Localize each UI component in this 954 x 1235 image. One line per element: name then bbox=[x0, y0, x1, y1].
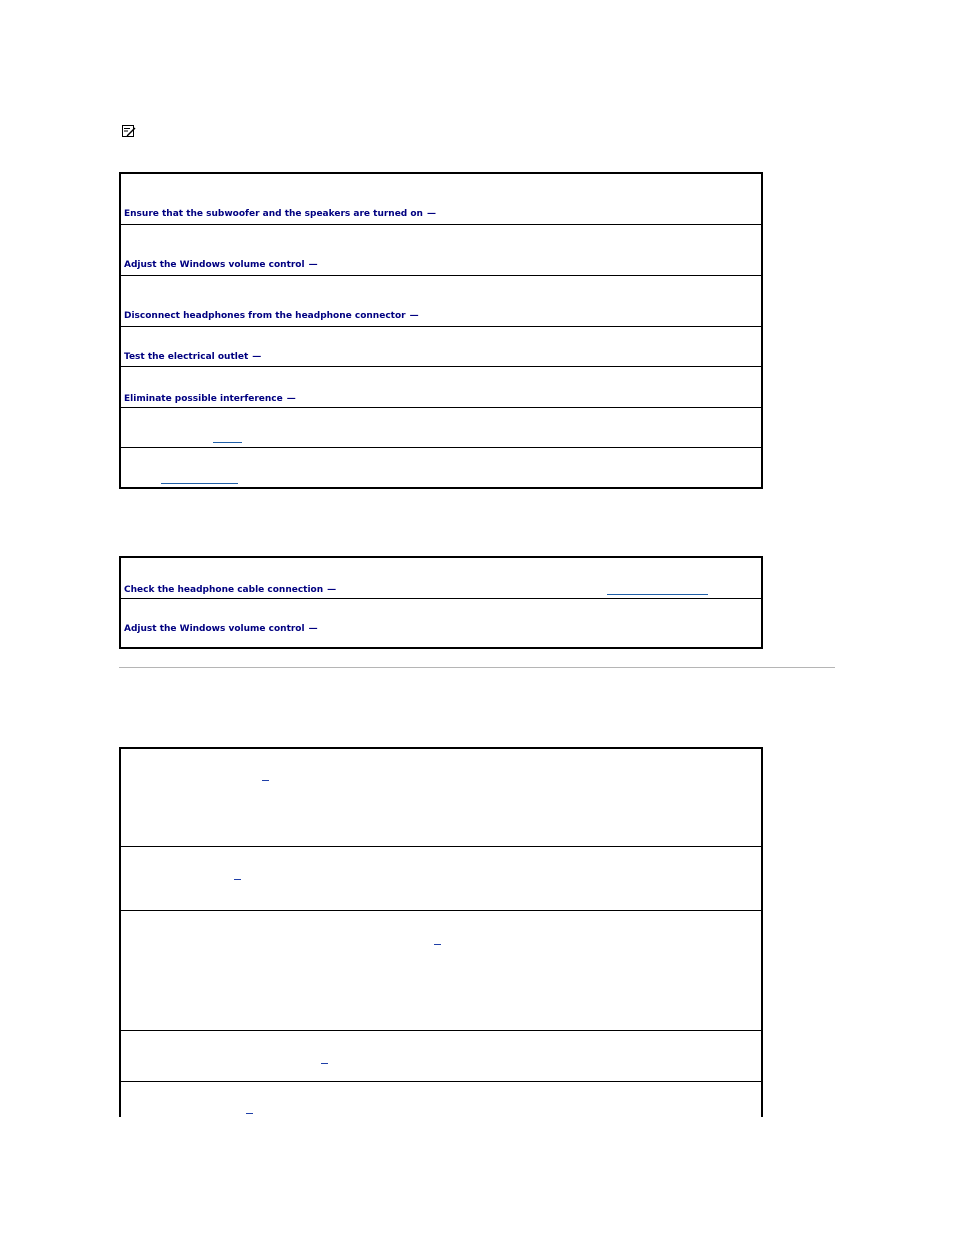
row-label bbox=[124, 584, 336, 596]
row-label bbox=[124, 208, 436, 220]
hyperlink[interactable] bbox=[234, 879, 241, 880]
row-label-text: Check the headphone cable connection bbox=[124, 585, 324, 595]
row-label-text: Test the electrical outlet bbox=[124, 352, 249, 362]
troubleshooting-table-headphones bbox=[119, 556, 763, 649]
row-label bbox=[124, 351, 261, 363]
table-row bbox=[121, 1030, 761, 1081]
row-label-text: Adjust the Windows volume control bbox=[124, 624, 305, 634]
hyperlink[interactable] bbox=[607, 594, 708, 595]
hyperlink[interactable] bbox=[262, 780, 269, 781]
hyperlink[interactable] bbox=[246, 1113, 253, 1114]
table-row bbox=[121, 174, 761, 224]
em-dash: — bbox=[308, 624, 318, 634]
table-row bbox=[121, 846, 761, 910]
em-dash: — bbox=[308, 260, 318, 270]
em-dash: — bbox=[252, 352, 262, 362]
em-dash: — bbox=[409, 311, 419, 321]
row-label-text: Adjust the Windows volume control bbox=[124, 260, 305, 270]
hyperlink[interactable] bbox=[434, 944, 441, 945]
table-row bbox=[121, 1081, 761, 1117]
table-row bbox=[121, 749, 761, 846]
row-label bbox=[124, 393, 296, 405]
row-label bbox=[124, 623, 318, 635]
row-label-text: Ensure that the subwoofer and the speakers are turned on bbox=[124, 209, 423, 219]
row-label-text: Eliminate possible interference bbox=[124, 394, 283, 404]
troubleshooting-table-speakers bbox=[119, 172, 763, 489]
row-label bbox=[124, 310, 419, 322]
troubleshooting-table bbox=[119, 747, 763, 1117]
table-row bbox=[121, 910, 761, 1030]
note-pencil-icon bbox=[122, 123, 136, 136]
section-divider bbox=[119, 667, 835, 668]
table-row bbox=[121, 366, 761, 407]
em-dash: — bbox=[426, 209, 436, 219]
em-dash: — bbox=[286, 394, 296, 404]
hyperlink[interactable] bbox=[213, 442, 242, 443]
hyperlink[interactable] bbox=[321, 1063, 328, 1064]
table-row bbox=[121, 558, 761, 598]
table-row bbox=[121, 326, 761, 366]
table-row bbox=[121, 275, 761, 326]
table-row bbox=[121, 407, 761, 447]
row-label-text: Disconnect headphones from the headphone connector bbox=[124, 311, 406, 321]
table-row bbox=[121, 598, 761, 647]
table-row bbox=[121, 224, 761, 275]
table-row bbox=[121, 447, 761, 487]
em-dash: — bbox=[327, 585, 337, 595]
row-label bbox=[124, 259, 318, 271]
hyperlink[interactable] bbox=[161, 483, 238, 484]
